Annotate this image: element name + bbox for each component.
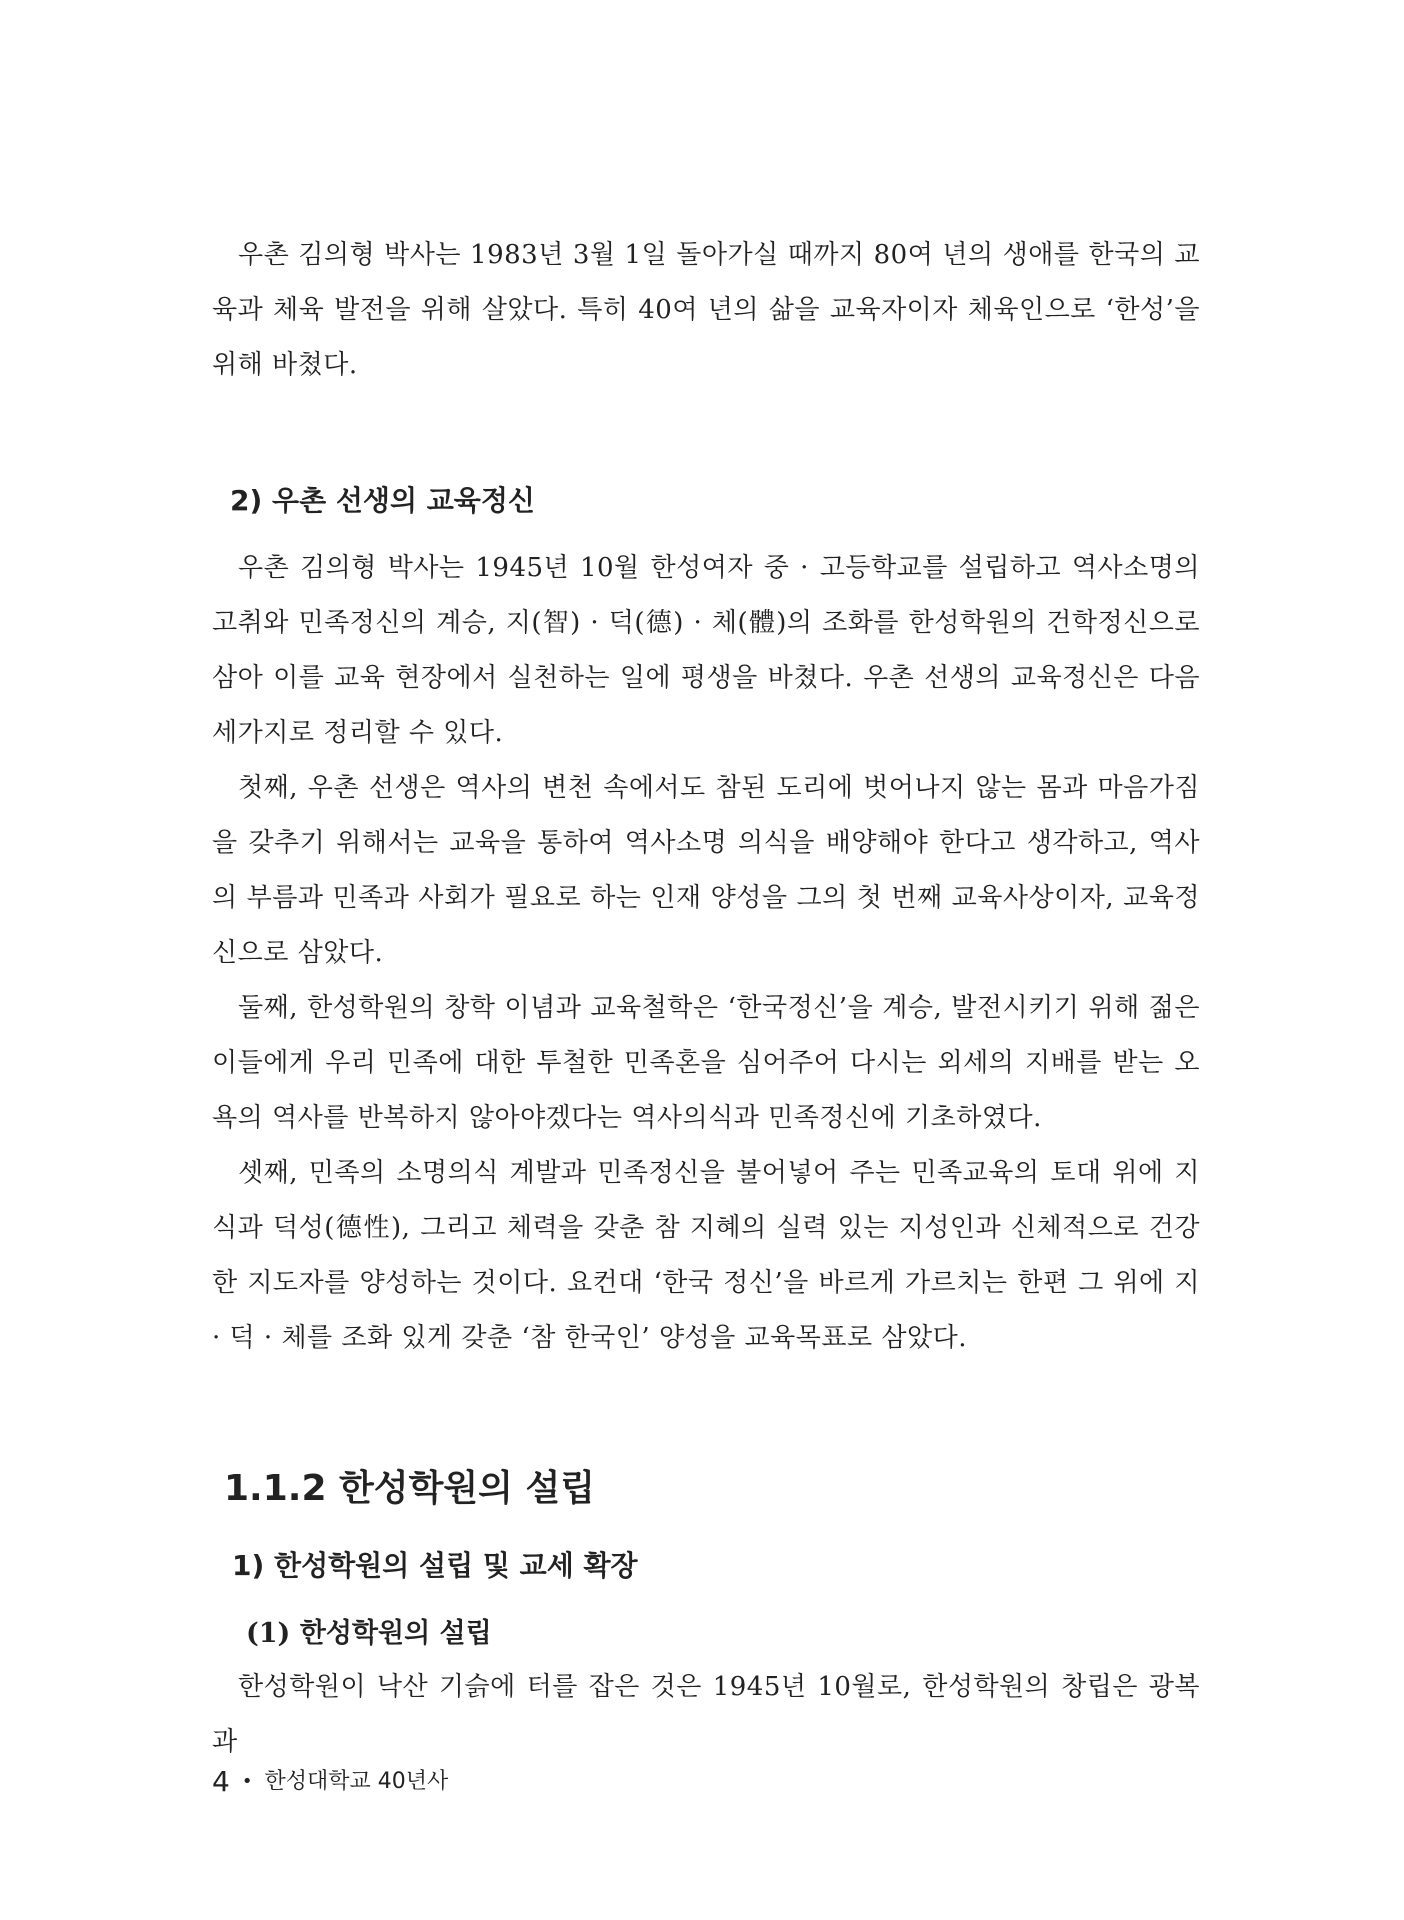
body-paragraph: 우촌 김의형 박사는 1945년 10월 한성여자 중 · 고등학교를 설립하고 역사소명의 고취와 민족정신의 계승, 지(智) · 덕(德) · 체(體)의 조화를 한성학원의 건학정신으로 삼아 이를 교육 현장에서 실천하는 일에 평생을 바쳤다. 우촌 선생의 교육정신은 다음 세가지로 정리할 수 있다. (212, 553, 1200, 748)
spacer (212, 393, 1200, 479)
section-heading-education-spirit: 2) 우촌 선생의 교육정신 (230, 484, 535, 517)
page-footer (212, 1762, 448, 1802)
body-paragraph: 한성학원이 낙산 기슭에 터를 잡은 것은 1945년 10월로, 한성학원의 창립은 광복과 (212, 1672, 1200, 1757)
intro-paragraph: 우촌 김의형 박사는 1983년 3월 1일 돌아가실 때까지 80여 년의 생애를 한국의 교육과 체육 발전을 위해 살았다. 특히 40여 년의 삶을 교육자이자 체육인으로 ‘한성’을 위해 바쳤다. (212, 240, 1200, 380)
body-paragraph: 둘째, 한성학원의 창학 이념과 교육철학은 ‘한국정신’을 계승, 발전시키기 위해 젊은 이들에게 우리 민족에 대한 투철한 민족혼을 심어주어 다시는 외세의 지배를 받는 오욕의 역사를 반복하지 않아야겠다는 역사의식과 민족정신에 기초하였다. (212, 993, 1200, 1133)
page-number: 4 (212, 1765, 230, 1798)
spacer (212, 1366, 1200, 1464)
body-paragraph: 첫째, 우촌 선생은 역사의 변천 속에서도 참된 도리에 벗어나지 않는 몸과 마음가짐을 갖추기 위해서는 교육을 통하여 역사소명 의식을 배양해야 한다고 생각하고, 역사의 부름과 민족과 사회가 필요로 하는 인재 양성을 그의 첫 번째 교육사상이자, 교육정신으로 삼았다. (212, 773, 1200, 968)
section-title-hansung-founding: 1.1.2 한성학원의 설립 (224, 1468, 595, 1509)
book-title: 한성대학교 40년사 (264, 1769, 449, 1794)
bullet-separator: • (241, 1771, 253, 1792)
subsection-heading-founding-expansion: 1) 한성학원의 설립 및 교세 확장 (232, 1549, 638, 1582)
subsubsection-heading-founding: (1) 한성학원의 설립 (246, 1618, 492, 1649)
body-paragraph: 셋째, 민족의 소명의식 계발과 민족정신을 불어넣어 주는 민족교육의 토대 위에 지식과 덕성(德性), 그리고 체력을 갖춘 참 지혜의 실력 있는 지성인과 신체적으로 건강한 지도자를 양성하는 것이다. 요컨대 ‘한국 정신’을 바르게 가르치는 한편 그 위에 지 · 덕 · 체를 조화 있게 갖춘 ‘참 한국인’ 양성을 교육목표로 삼았다. (212, 1158, 1200, 1353)
page-content (212, 228, 1200, 1770)
